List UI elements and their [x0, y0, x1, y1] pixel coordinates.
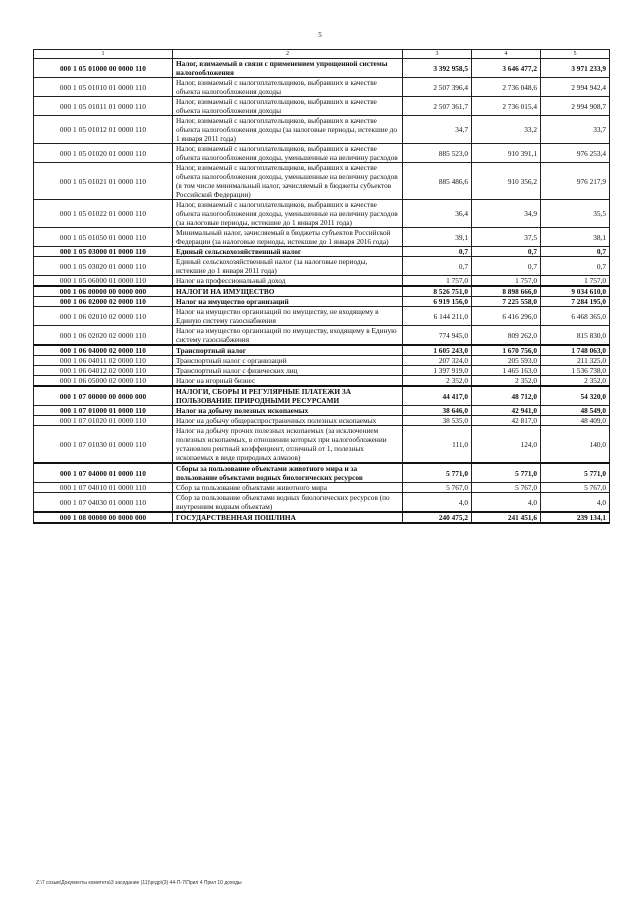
row-value-col4: 7 225 558,0 — [472, 297, 541, 307]
row-code: 000 1 06 04012 02 0000 110 — [34, 366, 173, 376]
row-code: 000 1 06 05000 02 0000 110 — [34, 376, 173, 387]
row-code: 000 1 08 00000 00 0000 000 — [34, 512, 173, 523]
row-value-col5: 2 994 942,4 — [541, 78, 610, 97]
row-value-col5: 3 971 233,9 — [541, 59, 610, 78]
row-value-col3: 36,4 — [403, 200, 472, 228]
row-value-col5: 976 217,9 — [541, 163, 610, 200]
row-value-col3: 111,0 — [403, 426, 472, 464]
row-value-col3: 38 646,0 — [403, 406, 472, 416]
column-header-4: 4 — [472, 50, 541, 59]
row-value-col5: 976 253,4 — [541, 144, 610, 163]
row-value-col4: 37,5 — [472, 228, 541, 247]
row-name: Налог, взимаемый с налогоплательщиков, выбравших в качестве объекта налогообложения доходы, уменьшенные на величину расходов — [173, 144, 403, 163]
row-name: Налог, взимаемый в связи с применением упрощенной системы налогообложения — [173, 59, 403, 78]
row-value-col3: 4,0 — [403, 493, 472, 513]
row-code: 000 1 07 04000 01 0000 110 — [34, 463, 173, 483]
row-value-col4: 1 757,0 — [472, 276, 541, 287]
row-value-col3: 6 144 211,0 — [403, 307, 472, 326]
row-name: Налог на имущество организаций по имуществу, не входящему в Единую систему газоснабжения — [173, 307, 403, 326]
row-value-col5: 2 994 908,7 — [541, 97, 610, 116]
table-body — [34, 59, 610, 524]
footer-file-path: Z:\7 созыв\Документы комитета\3 заседание (11)\ргдр\(3) 44-П-7\Прил 4 Прил 10 доходы — [36, 880, 242, 886]
row-code: 000 1 05 03020 01 0000 110 — [34, 257, 173, 276]
row-value-col4: 0,7 — [472, 247, 541, 257]
row-value-col4: 5 767,0 — [472, 483, 541, 493]
row-name: Налог на добычу общераспространенных полезных ископаемых — [173, 416, 403, 426]
row-value-col5: 211 325,0 — [541, 356, 610, 366]
row-name: Налог на имущество организаций по имуществу, входящему в Единую систему газоснабжения — [173, 326, 403, 346]
row-name: Сбор за пользование объектами водных биологических ресурсов (по внутренним водным объектам) — [173, 493, 403, 513]
row-value-col3: 1 757,0 — [403, 276, 472, 287]
row-name: Налог на игорный бизнес — [173, 376, 403, 387]
row-value-col4: 0,7 — [472, 257, 541, 276]
row-name: Транспортный налог с организаций — [173, 356, 403, 366]
row-value-col4: 42 817,0 — [472, 416, 541, 426]
row-value-col5: 38,1 — [541, 228, 610, 247]
row-name: Транспортный налог — [173, 345, 403, 356]
row-value-col5: 1 757,0 — [541, 276, 610, 287]
row-value-col3: 3 392 958,5 — [403, 59, 472, 78]
row-value-col3: 885 523,0 — [403, 144, 472, 163]
row-value-col5: 48 409,0 — [541, 416, 610, 426]
row-value-col3: 2 507 361,7 — [403, 97, 472, 116]
row-name: Налог, взимаемый с налогоплательщиков, выбравших в качестве объекта налогообложения доходы (за налоговые периоды, истекшие до 1 января 2011 года) — [173, 116, 403, 144]
row-code: 000 1 05 03000 01 0000 110 — [34, 247, 173, 257]
row-value-col3: 6 919 156,0 — [403, 297, 472, 307]
row-value-col3: 2 352,0 — [403, 376, 472, 387]
row-value-col4: 241 451,6 — [472, 512, 541, 523]
row-value-col5: 35,5 — [541, 200, 610, 228]
row-value-col3: 240 475,2 — [403, 512, 472, 523]
row-code: 000 1 05 01011 01 0000 110 — [34, 97, 173, 116]
row-value-col4: 5 771,0 — [472, 463, 541, 483]
row-value-col3: 1 397 919,0 — [403, 366, 472, 376]
row-value-col3: 207 324,0 — [403, 356, 472, 366]
row-code: 000 1 05 01010 01 0000 110 — [34, 78, 173, 97]
row-name: Налог на профессиональный доход — [173, 276, 403, 287]
row-value-col3: 2 507 396,4 — [403, 78, 472, 97]
row-value-col3: 885 486,6 — [403, 163, 472, 200]
row-code: 000 1 06 04011 02 0000 110 — [34, 356, 173, 366]
row-code: 000 1 07 04030 01 0000 110 — [34, 493, 173, 513]
row-value-col5: 7 284 195,0 — [541, 297, 610, 307]
row-value-col4: 2 736 015,4 — [472, 97, 541, 116]
row-value-col3: 38 535,0 — [403, 416, 472, 426]
row-value-col4: 205 593,0 — [472, 356, 541, 366]
row-value-col4: 6 416 296,0 — [472, 307, 541, 326]
row-value-col5: 4,0 — [541, 493, 610, 513]
row-code: 000 1 07 01020 01 0000 110 — [34, 416, 173, 426]
row-name: Налог, взимаемый с налогоплательщиков, выбравших в качестве объекта налогообложения доходы — [173, 97, 403, 116]
row-value-col3: 1 605 243,0 — [403, 345, 472, 356]
row-name: Налог на добычу полезных ископаемых — [173, 406, 403, 416]
row-value-col5: 5 771,0 — [541, 463, 610, 483]
row-value-col4: 809 262,0 — [472, 326, 541, 346]
row-name: Налог, взимаемый с налогоплательщиков, выбравших в качестве объекта налогообложения доходы, уменьшенные на величину расходов (за налоговые периоды, истекшие до 1 января 2011 года) — [173, 200, 403, 228]
row-value-col3: 5 771,0 — [403, 463, 472, 483]
row-name: Налог на имущество организаций — [173, 297, 403, 307]
row-code: 000 1 06 04000 02 0000 110 — [34, 345, 173, 356]
row-code: 000 1 07 04010 01 0000 110 — [34, 483, 173, 493]
column-number-row — [34, 50, 610, 59]
row-value-col5: 0,7 — [541, 257, 610, 276]
page-number: 5 — [318, 31, 322, 39]
row-code: 000 1 07 01000 01 0000 110 — [34, 406, 173, 416]
row-value-col3: 34,7 — [403, 116, 472, 144]
row-name: Транспортный налог с физических лиц — [173, 366, 403, 376]
row-value-col3: 5 767,0 — [403, 483, 472, 493]
row-name: Минимальный налог, зачисляемый в бюджеты субъектов Российской Федерации (за налоговые периоды, истекшие до 1 января 2016 года) — [173, 228, 403, 247]
revenue-table — [33, 49, 610, 524]
row-code: 000 1 05 01000 00 0000 110 — [34, 59, 173, 78]
row-name: Сборы за пользование объектами животного мира и за пользование объектами водных биологических ресурсов — [173, 463, 403, 483]
row-value-col3: 39,1 — [403, 228, 472, 247]
row-name: НАЛОГИ НА ИМУЩЕСТВО — [173, 286, 403, 297]
row-value-col4: 8 898 666,0 — [472, 286, 541, 297]
row-name: Налог на добычу прочих полезных ископаемых (за исключением полезных ископаемых, в отношении которых при налогообложении установлен рентный коэффициент, отличный от 1, полезных ископаемых в виде природных алмазов) — [173, 426, 403, 464]
row-value-col3: 8 526 751,0 — [403, 286, 472, 297]
row-name: Налог, взимаемый с налогоплательщиков, выбравших в качестве объекта налогообложения доходы, уменьшенные на величину расходов (в том числе минимальный налог, зачисляемый в бюджеты субъектов Российской Федерации) — [173, 163, 403, 200]
row-value-col5: 2 352,0 — [541, 376, 610, 387]
row-value-col4: 910 356,2 — [472, 163, 541, 200]
column-header-1: 1 — [34, 50, 173, 59]
row-value-col3: 0,7 — [403, 247, 472, 257]
row-name: Сбор за пользование объектами животного мира — [173, 483, 403, 493]
row-value-col5: 239 134,1 — [541, 512, 610, 523]
row-value-col5: 140,0 — [541, 426, 610, 464]
row-code: 000 1 07 00000 00 0000 000 — [34, 386, 173, 406]
row-code: 000 1 05 06000 01 0000 110 — [34, 276, 173, 287]
row-value-col5: 9 034 610,0 — [541, 286, 610, 297]
row-value-col5: 0,7 — [541, 247, 610, 257]
row-value-col4: 3 646 477,2 — [472, 59, 541, 78]
row-code: 000 1 05 01020 01 0000 110 — [34, 144, 173, 163]
row-value-col4: 34,9 — [472, 200, 541, 228]
row-value-col5: 1 748 063,0 — [541, 345, 610, 356]
row-value-col5: 1 536 738,0 — [541, 366, 610, 376]
row-value-col4: 48 712,0 — [472, 386, 541, 406]
row-name: Единый сельскохозяйственный налог (за налоговые периоды, истекшие до 1 января 2011 года) — [173, 257, 403, 276]
row-value-col4: 124,0 — [472, 426, 541, 464]
row-code: 000 1 05 01012 01 0000 110 — [34, 116, 173, 144]
row-name: Налог, взимаемый с налогоплательщиков, выбравших в качестве объекта налогообложения доходы — [173, 78, 403, 97]
row-value-col3: 0,7 — [403, 257, 472, 276]
row-code: 000 1 06 02010 02 0000 110 — [34, 307, 173, 326]
row-value-col4: 42 941,0 — [472, 406, 541, 416]
row-value-col5: 6 468 365,0 — [541, 307, 610, 326]
row-code: 000 1 07 01030 01 0000 110 — [34, 426, 173, 464]
row-value-col4: 2 352,0 — [472, 376, 541, 387]
column-header-3: 3 — [403, 50, 472, 59]
row-value-col5: 5 767,0 — [541, 483, 610, 493]
row-code: 000 1 05 01022 01 0000 110 — [34, 200, 173, 228]
row-name: Единый сельскохозяйственный налог — [173, 247, 403, 257]
row-value-col5: 48 549,0 — [541, 406, 610, 416]
row-value-col5: 815 830,0 — [541, 326, 610, 346]
row-code: 000 1 06 02000 02 0000 110 — [34, 297, 173, 307]
row-value-col3: 774 945,0 — [403, 326, 472, 346]
row-code: 000 1 05 01050 01 0000 110 — [34, 228, 173, 247]
row-value-col4: 1 670 756,0 — [472, 345, 541, 356]
row-value-col4: 4,0 — [472, 493, 541, 513]
row-name: НАЛОГИ, СБОРЫ И РЕГУЛЯРНЫЕ ПЛАТЕЖИ ЗА ПОЛЬЗОВАНИЕ ПРИРОДНЫМИ РЕСУРСАМИ — [173, 386, 403, 406]
row-value-col4: 2 736 048,6 — [472, 78, 541, 97]
row-value-col5: 54 320,0 — [541, 386, 610, 406]
row-code: 000 1 05 01021 01 0000 110 — [34, 163, 173, 200]
column-header-2: 2 — [173, 50, 403, 59]
row-value-col4: 1 465 163,0 — [472, 366, 541, 376]
row-value-col3: 44 417,0 — [403, 386, 472, 406]
row-name: ГОСУДАРСТВЕННАЯ ПОШЛИНА — [173, 512, 403, 523]
row-value-col5: 33,7 — [541, 116, 610, 144]
row-value-col4: 33,2 — [472, 116, 541, 144]
row-code: 000 1 06 00000 00 0000 000 — [34, 286, 173, 297]
column-header-5: 5 — [541, 50, 610, 59]
row-value-col4: 910 391,1 — [472, 144, 541, 163]
row-code: 000 1 06 02020 02 0000 110 — [34, 326, 173, 346]
